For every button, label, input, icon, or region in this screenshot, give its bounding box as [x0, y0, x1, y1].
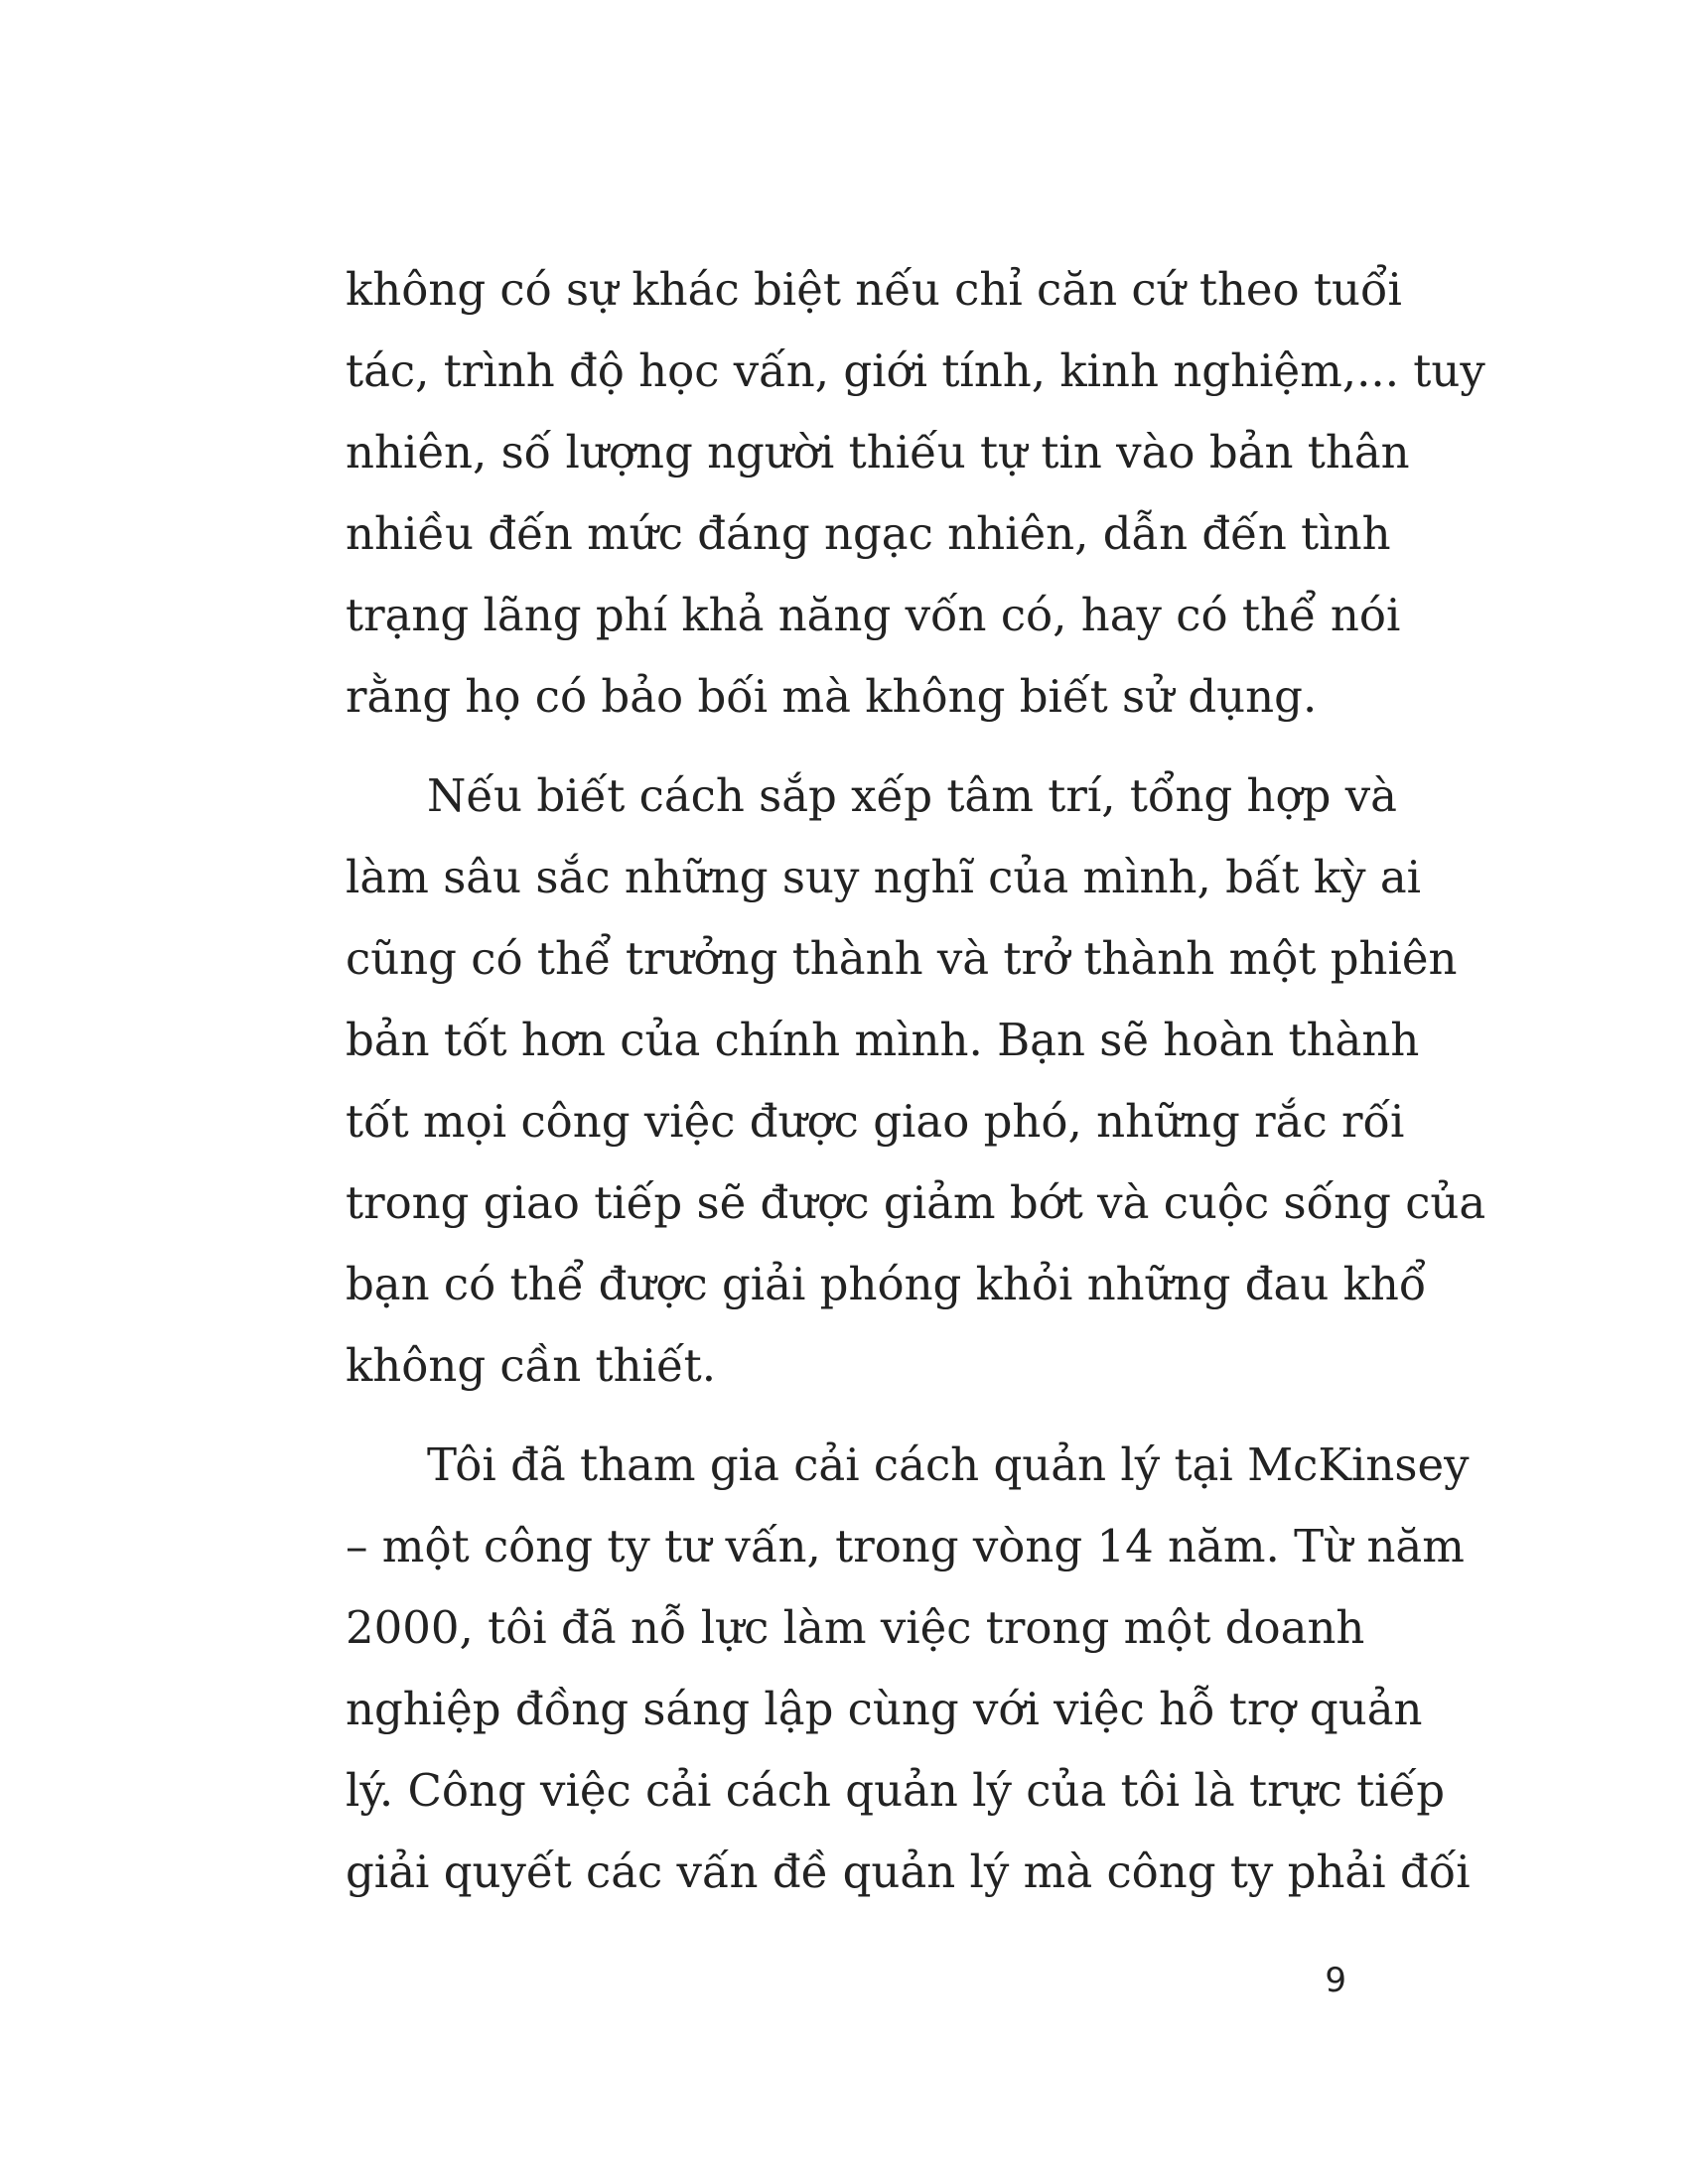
paragraph-2-line-6: trong giao tiếp sẽ được giảm bớt và cuộc sống của: [346, 1176, 1486, 1229]
paragraph-1-line-6: rằng họ có bảo bối mà không biết sử dụng.: [346, 670, 1318, 723]
paragraph-2-line-7: bạn có thể được giải phóng khỏi những đau khổ: [346, 1258, 1427, 1310]
paragraph-1-line-2: tác, trình độ học vấn, giới tính, kinh nghiệm,... tuy: [346, 344, 1485, 397]
paragraph-2-line-2: làm sâu sắc những suy nghĩ của mình, bất kỳ ai: [346, 851, 1422, 903]
paragraph-1-line-3: nhiên, số lượng người thiếu tự tin vào bản thân: [346, 426, 1410, 478]
paragraph-3-line-4: nghiệp đồng sáng lập cùng với việc hỗ trợ quản: [346, 1683, 1423, 1735]
paragraph-3-line-5: lý. Công việc cải cách quản lý của tôi là trực tiếp: [346, 1764, 1446, 1817]
page-number: 9: [1325, 1961, 1346, 2000]
paragraph-1-line-5: trạng lãng phí khả năng vốn có, hay có thể nói: [346, 589, 1401, 641]
paragraph-3-line-1: Tôi đã tham gia cải cách quản lý tại McKinsey: [427, 1438, 1470, 1491]
paragraph-3-line-2: – một công ty tư vấn, trong vòng 14 năm. Từ năm: [346, 1520, 1465, 1572]
paragraph-3-line-6: giải quyết các vấn đề quản lý mà công ty phải đối: [346, 1845, 1471, 1898]
paragraph-2-line-4: bản tốt hơn của chính mình. Bạn sẽ hoàn thành: [346, 1014, 1420, 1066]
paragraph-2-line-1: Nếu biết cách sắp xếp tâm trí, tổng hợp và: [427, 769, 1397, 822]
paragraph-3-line-3: 2000, tôi đã nỗ lực làm việc trong một doanh: [346, 1601, 1365, 1654]
paragraph-1-line-1: không có sự khác biệt nếu chỉ căn cứ theo tuổi: [346, 263, 1402, 316]
paragraph-2-line-8: không cần thiết.: [346, 1339, 717, 1392]
paragraph-2-line-5: tốt mọi công việc được giao phó, những rắc rối: [346, 1095, 1405, 1148]
paragraph-2-line-3: cũng có thể trưởng thành và trở thành một phiên: [346, 932, 1458, 985]
paragraph-1-line-4: nhiều đến mức đáng ngạc nhiên, dẫn đến tình: [346, 507, 1391, 560]
